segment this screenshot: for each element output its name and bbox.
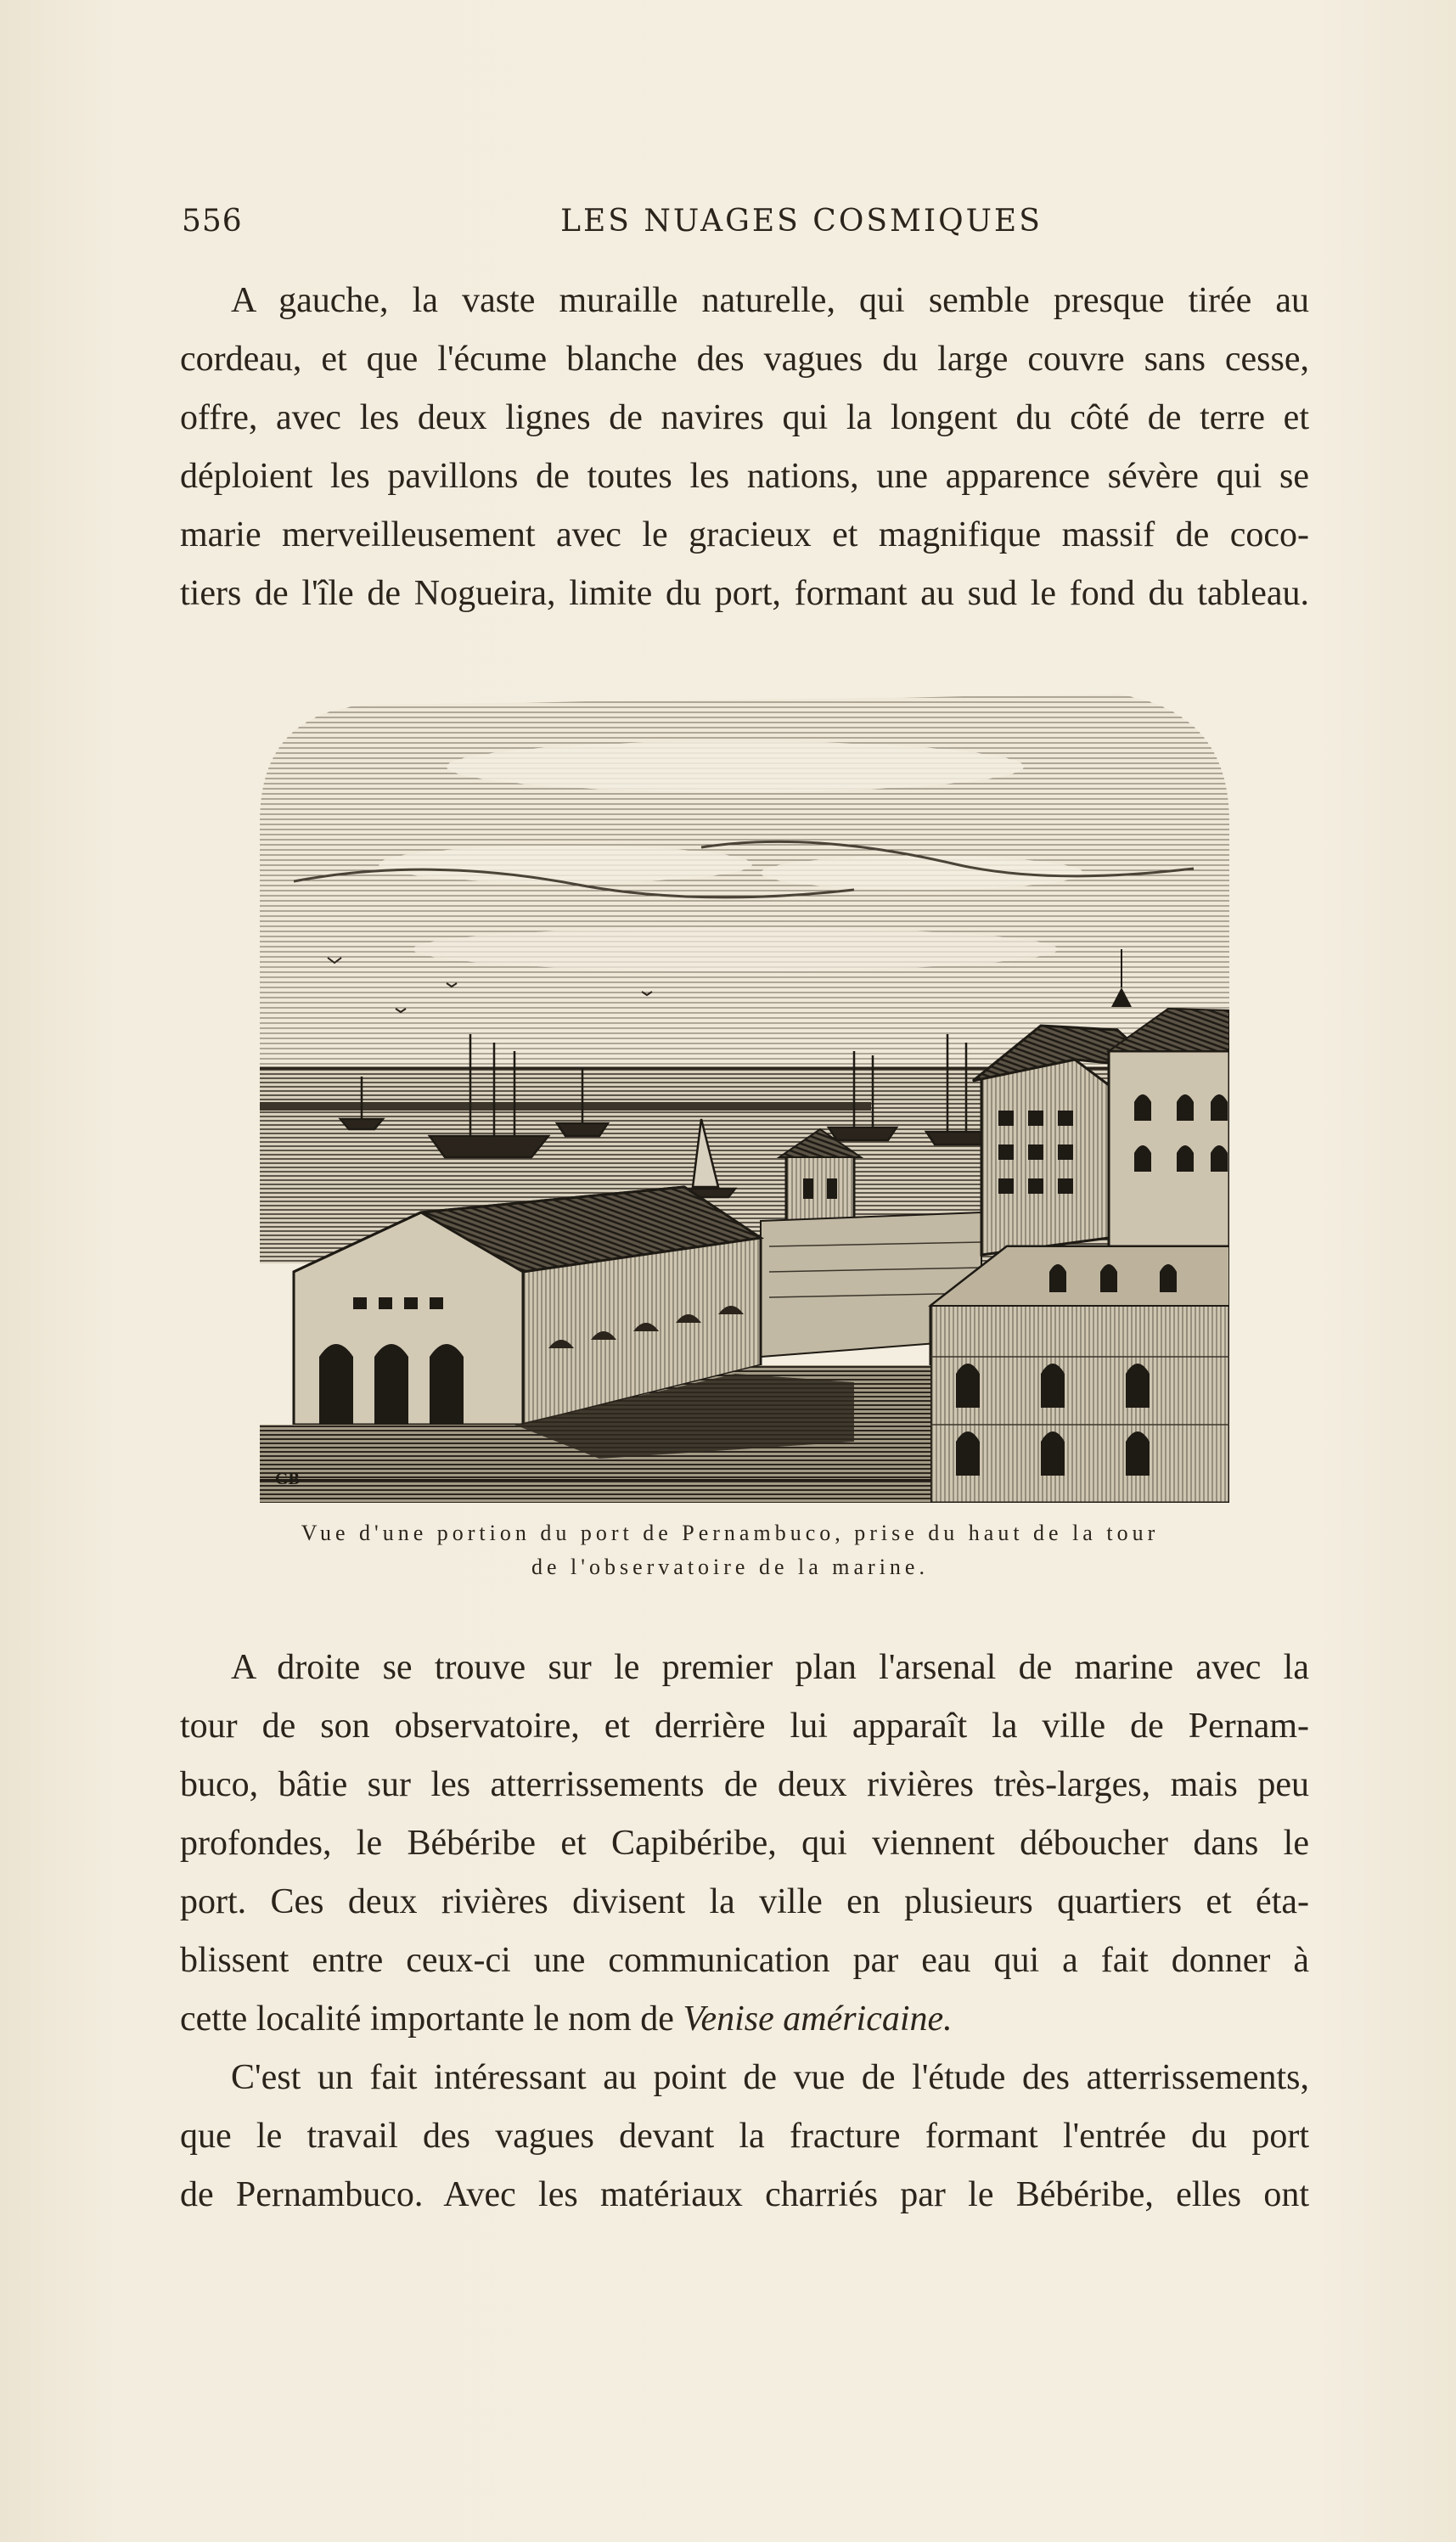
text-line: cordeau, et que l'écume blanche des vagues du large couvre sans cesse, [180,340,1309,379]
engraver-signature: GB [275,1470,300,1488]
text-line: déploient les pavillons de toutes les nations, une apparence sévère qui se [180,457,1309,496]
text-line: de Pernambuco. Avec les matériaux charriés par le Bébéribe, elles ont [180,2175,1309,2214]
text-line [180,1990,1309,2049]
caption-line: Vue d'une portion du port de Pernambuco, prise du haut de la tour [301,1521,1160,1545]
page-number: 556 [182,204,243,239]
text-line: C'est un fait intéressant au point de vue de l'étude des atterrissements, [231,2058,1309,2097]
text-line: tour de son observatoire, et derrière lui apparaît la ville de Pernam- [180,1707,1309,1746]
text-line: profondes, le Bébéribe et Capibéribe, qui viennent déboucher dans le [180,1824,1309,1863]
paragraph-1 [180,272,1309,623]
text-line: tiers de l'île de Nogueira, limite du port, formant au sud le fond du tableau. [180,574,1309,613]
running-title: LES NUAGES COSMIQUES [560,204,1043,239]
caption-line: de l'observatoire de la marine. [531,1555,929,1579]
engraving-figure [260,695,1229,1503]
text-fragment: cette localité importante le nom de [180,1999,683,2039]
text-line: port. Ces deux rivières divisent la ville en plusieurs quartiers et éta- [180,1882,1309,1921]
text-line: buco, bâtie sur les atterrissements de deux rivières très-larges, mais peu [180,1765,1309,1804]
text-line: blissent entre ceux-ci une communication par eau qui a fait donner à [180,1941,1309,1980]
page-header [182,204,1319,246]
paragraph-2 [180,1639,1309,2049]
figure-caption [238,1516,1223,1584]
text-line: A gauche, la vaste muraille naturelle, qui semble presque tirée au [231,281,1309,320]
paragraph-3 [180,2049,1309,2224]
text-line: offre, avec les deux lignes de navires qui la longent du côté de terre et [180,398,1309,437]
text-line: marie merveilleusement avec le gracieux et magnifique massif de coco- [180,515,1309,554]
italic-phrase: Venise américaine. [683,1999,953,2039]
text-line: que le travail des vagues devant la fracture formant l'entrée du port [180,2117,1309,2156]
text-line: A droite se trouve sur le premier plan l'arsenal de marine avec la [231,1648,1309,1687]
